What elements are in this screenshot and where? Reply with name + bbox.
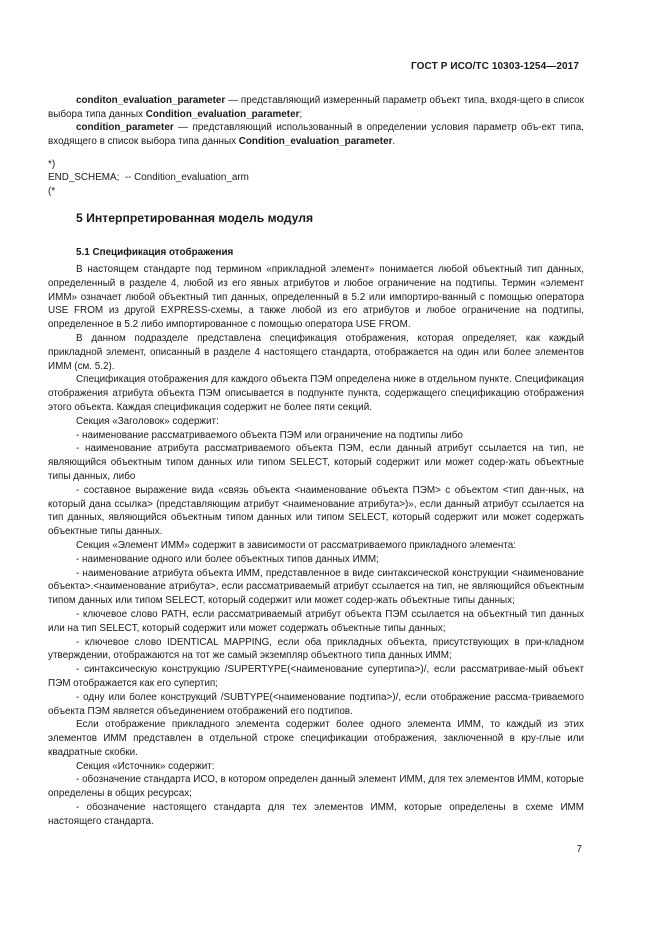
- code-line: (*: [48, 185, 56, 197]
- subsection-heading: 5.1 Спецификация отображения: [76, 247, 234, 258]
- paragraph: В настоящем стандарте под термином «прикладной элемент» понимается любой объектный тип данных, определенный в разделе 4, любой из его явных атрибутов и любое ограничение на подтипы. Термин «элемент ИММ» означает любой объектный тип данных, определенный в 5.2 или импортиро-ванный с помощью оператора USE FROM из другой EXPRESS-схемы, а также любой из его атрибутов и любое ограничение на подтипы, определенное в 5.2 либо импортированное с помощью оператора USE FROM.: [48, 264, 584, 331]
- list-item: - обозначение настоящего стандарта для тех элементов ИММ, которые определены в схеме ИММ настоящего стандарта.: [48, 802, 584, 827]
- list-item: - составное выражение вида «связь объекта <наименование объекта ПЭМ> с объектом <тип дан-ных, на который дана ссылка> (представляющим атрибут <наименование атрибута>)», если данный атрибут ссылается на тип данных, являющийся объектным типом данных или типом SELECT, который содержит или может содержать объектные типы данных.: [48, 484, 584, 538]
- code-line: END_SCHEMA; -- Condition_evaluation_arm: [48, 172, 249, 184]
- standard-header: ГОСТ Р ИСО/ТС 10303-1254—2017: [411, 61, 579, 72]
- list-item: - ключевое слово IDENTICAL MAPPING, если оба прикладных объекта, присутствующих в при-кладном утверждении, отображаются на тот же самый экземпляр объектного типа данных ИММ;: [48, 636, 584, 662]
- definition-item: [48, 121, 584, 148]
- page-number: 7: [576, 844, 582, 855]
- code-line: *): [48, 159, 56, 170]
- definitions-block: [48, 94, 584, 149]
- definition-text: — представляющий использованный в определении условия параметр объ-ект типа, входящего в список выбора типа данных: [48, 122, 584, 148]
- list-item: - одну или более конструкций /SUBTYPE(<наименование подтипа>)/, если отображение рассма-триваемого объекта ПЭМ является объединением отображений его подтипов.: [48, 691, 584, 717]
- paragraph: Секция «Элемент ИММ» содержит в зависимости от рассматриваемого прикладного элемента:: [76, 539, 517, 551]
- list-item: - синтаксическую конструкцию /SUPERTYPE(<наименование супертипа>)/, если рассматривае-мый объект ПЭМ отображается как его супертип;: [48, 664, 584, 689]
- list-item: - обозначение стандарта ИСО, в котором определен данный элемент ИММ, для тех элементов ИММ, которые определены в общих ресурсах;: [48, 774, 584, 800]
- list-item: - наименование одного или более объектных типов данных ИММ;: [76, 553, 379, 565]
- definition-end: ;: [299, 108, 303, 120]
- paragraph: Секция «Заголовок» содержит:: [76, 415, 219, 427]
- definition-end: .: [392, 136, 396, 148]
- section-body: [48, 263, 584, 829]
- definition-text: — представляющий измеренный параметр объект типа, входя-щего в список выбора типа данных: [48, 95, 584, 120]
- list-item: - ключевое слово PATH, если рассматриваемый атрибут объекта ПЭМ ссылается на объектный тип данных или на тип SELECT, который содержит или может содержать объектные типы данных;: [48, 608, 584, 634]
- paragraph: Спецификация отображения для каждого объекта ПЭМ определена ниже в отдельном пункте. Спецификация отображения атрибута объекта ПЭМ описывается в подпункте пункта, содержащего спецификацию отображения этого объекта. Каждая спецификация содержит не более пяти секций.: [48, 374, 584, 413]
- code-block: [48, 158, 249, 198]
- definition-item: [48, 94, 584, 121]
- list-item: - наименование атрибута объекта ИММ, представленное в виде синтаксической конструкции <наименование объекта>.<наименование атрибута>, если рассматриваемый атрибут ссылается на тип, не являющийся объектным типом данных или типом SELECT, который содержит или может содер-жать объектные типы данных;: [48, 567, 584, 607]
- paragraph: Если отображение прикладного элемента содержит более одного элемента ИММ, то каждый из этих элементов ИММ представлен в отдельной строке спецификации отображения, заключенной в кру-глые или квадратные скобки.: [48, 719, 584, 758]
- definition-term: conditon_evaluation_parameter: [76, 95, 226, 106]
- paragraph: Секция «Источник» содержит:: [76, 760, 215, 772]
- definition-ref: Condition_evaluation_parameter: [238, 136, 393, 148]
- section-heading: 5 Интерпретированная модель модуля: [76, 211, 314, 225]
- list-item: - наименование атрибута рассматриваемого объекта ПЭМ, если данный атрибут ссылается на тип, не являющийся объектным типом данных или типом SELECT, который содержит или может содер-жать объектные типы данных, либо: [48, 443, 584, 482]
- paragraph: В данном подразделе представлена спецификация отображения, которая определяет, как каждый прикладной элемент, описанный в разделе 4 настоящего стандарта, отображается на один или более элементов ИММ (см. 5.2).: [48, 332, 584, 372]
- definition-ref: Condition_evaluation_parameter: [145, 108, 300, 120]
- definition-term: condition_parameter: [76, 122, 174, 134]
- list-item: - наименование рассматриваемого объекта ПЭМ или ограничение на подтипы либо: [76, 429, 463, 441]
